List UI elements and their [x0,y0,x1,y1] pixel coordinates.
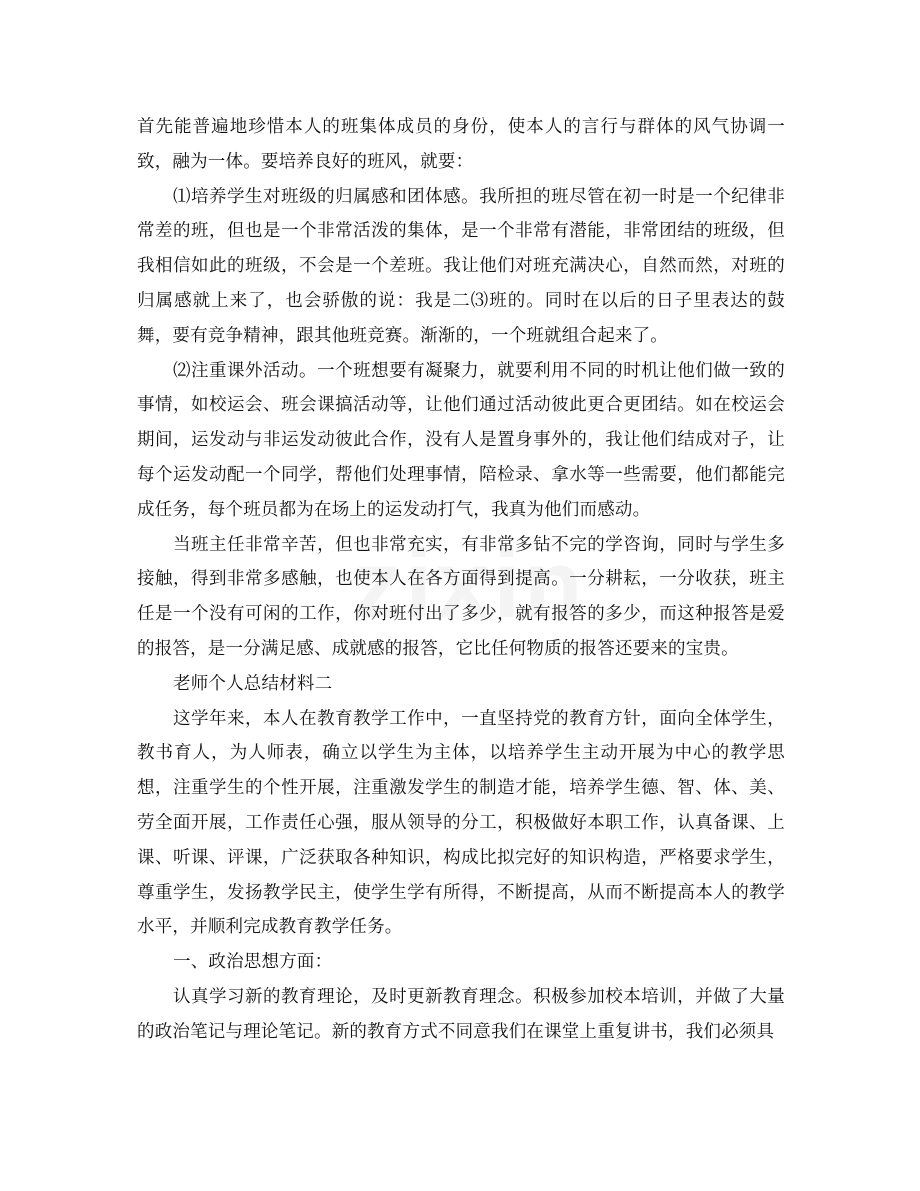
paragraph-study: 认真学习新的教育理论，及时更新教育理念。积极参加校本培训，并做了大量的政治笔记与理论笔记。新的教育方式不同意我们在课堂上重复讲书，我们必须具 [137,986,785,1042]
document-body [137,110,785,1050]
paragraph-continuation: 首先能普遍地珍惜本人的班集体成员的身份，使本人的言行与群体的风气协调一致，融为一体。要培养良好的班风，就要： [137,117,785,172]
paragraph-school-year: 这学年来，本人在教育教学工作中，一直坚持党的教育方针，面向全体学生，教书育人，为人师表，确立以学生为主体，以培养学生主动开展为中心的教学思想，注重学生的个性开展，注重激发学生的制造才能，培养学生德、智、体、美、劳全面开展，工作责任心强，服从领导的分工，积极做好本职工作，认真备课、上课、听课、评课，广泛获取各种知识，构成比拟完好的知识构造，严格要求学生，尊重学生，发扬教学民主，使学生学有所得，不断提高，从而不断提高本人的教学水平，并顺利完成教育教学任务。 [137,708,785,938]
paragraph-belonging: ⑴培养学生对班级的归属感和团体感。我所担的班尽管在初一时是一个纪律非常差的班，但也是一个非常活泼的集体，是一个非常有潜能，非常团结的班级，但我相信如此的班级，不会是一个差班。我让他们对班充满决心，自然而然，对班的归属感就上来了，也会骄傲的说：我是二⑶班的。同时在以后的日子里表达的鼓舞，要有竞争精神，跟其他班竞赛。渐渐的，一个班就组合起来了。 [137,186,785,346]
paragraph-reflection: 当班主任非常辛苦，但也非常充实，有非常多钻不完的学咨询，同时与学生多接触，得到非常多感触，也使本人在各方面得到提高。一分耕耘，一分收获，班主任是一个没有可闲的工作，你对班付出了多少，就有报答的多少，而这种报答是爱的报答，是一分满足感、成就感的报答，它比任何物质的报答还要来的宝贵。 [137,534,785,659]
section-heading-summary-two: 老师个人总结材料二 [173,673,333,694]
section-heading-political: 一、政治思想方面： [173,952,333,973]
paragraph-activities: ⑵注重课外活动。一个班想要有凝聚力，就要利用不同的时机让他们做一致的事情，如校运会、班会课搞活动等，让他们通过活动彼此更合更团结。如在校运会期间，运发动与非运发动彼此合作，没有人是置身事外的，我让他们结成对子，让每个运发动配一个同学，帮他们处理事情，陪检录、拿水等一些需要，他们都能完成任务，每个班员都为在场上的运发动打气，我真为他们而感动。 [137,360,785,520]
